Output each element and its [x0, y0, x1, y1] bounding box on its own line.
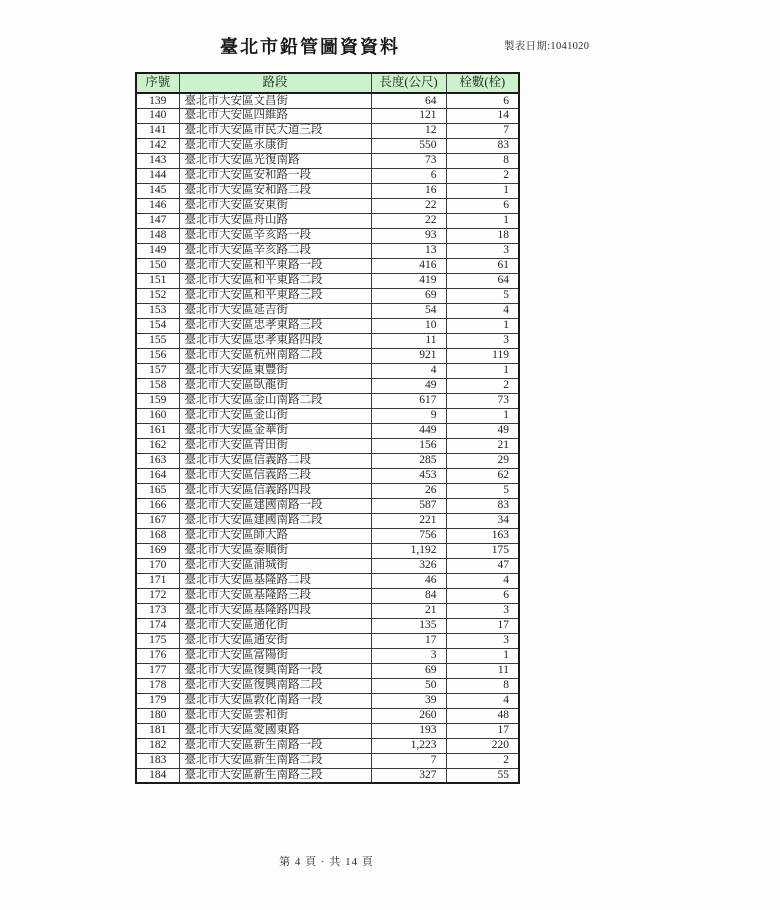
table-row [136, 648, 519, 663]
cell-no: 144 [136, 168, 179, 183]
cell-taps: 1 [446, 648, 519, 663]
table-row [136, 438, 519, 453]
cell-length: 326 [371, 558, 446, 573]
cell-road: 臺北市大安區永康街 [179, 138, 371, 153]
cell-road: 臺北市大安區青田街 [179, 438, 371, 453]
cell-length: 156 [371, 438, 446, 453]
cell-road: 臺北市大安區信義路三段 [179, 468, 371, 483]
cell-road: 臺北市大安區信義路二段 [179, 453, 371, 468]
cell-road: 臺北市大安區杭州南路二段 [179, 348, 371, 363]
table-row [136, 633, 519, 648]
cell-road: 臺北市大安區基隆路二段 [179, 573, 371, 588]
cell-no: 147 [136, 213, 179, 228]
cell-no: 148 [136, 228, 179, 243]
cell-road: 臺北市大安區舟山路 [179, 213, 371, 228]
cell-taps: 1 [446, 213, 519, 228]
cell-no: 140 [136, 108, 179, 123]
cell-length: 50 [371, 678, 446, 693]
cell-taps: 7 [446, 123, 519, 138]
table-row [136, 348, 519, 363]
table-row [136, 273, 519, 288]
cell-road: 臺北市大安區信義路四段 [179, 483, 371, 498]
cell-no: 165 [136, 483, 179, 498]
table-row [136, 618, 519, 633]
cell-taps: 2 [446, 378, 519, 393]
cell-length: 69 [371, 288, 446, 303]
cell-road: 臺北市大安區新生南路一段 [179, 738, 371, 753]
table-row [136, 198, 519, 213]
cell-taps: 6 [446, 198, 519, 213]
cell-length: 3 [371, 648, 446, 663]
cell-length: 756 [371, 528, 446, 543]
cell-no: 142 [136, 138, 179, 153]
cell-road: 臺北市大安區新生南路二段 [179, 753, 371, 768]
page-title: 臺北市鉛管圖資資料 [220, 37, 400, 57]
cell-length: 22 [371, 213, 446, 228]
cell-no: 171 [136, 573, 179, 588]
cell-taps: 48 [446, 708, 519, 723]
cell-length: 49 [371, 378, 446, 393]
cell-road: 臺北市大安區建國南路一段 [179, 498, 371, 513]
cell-road: 臺北市大安區富陽街 [179, 648, 371, 663]
cell-length: 26 [371, 483, 446, 498]
cell-taps: 4 [446, 693, 519, 708]
cell-road: 臺北市大安區金山街 [179, 408, 371, 423]
cell-length: 10 [371, 318, 446, 333]
table-row [136, 378, 519, 393]
table-row [136, 738, 519, 753]
cell-road: 臺北市大安區光復南路 [179, 153, 371, 168]
cell-length: 1,223 [371, 738, 446, 753]
cell-no: 172 [136, 588, 179, 603]
cell-road: 臺北市大安區泰順街 [179, 543, 371, 558]
table-row [136, 183, 519, 198]
cell-length: 135 [371, 618, 446, 633]
cell-road: 臺北市大安區文昌街 [179, 93, 371, 108]
cell-length: 54 [371, 303, 446, 318]
table-row [136, 453, 519, 468]
cell-taps: 29 [446, 453, 519, 468]
cell-no: 170 [136, 558, 179, 573]
cell-road: 臺北市大安區建國南路二段 [179, 513, 371, 528]
lead-pipe-table [135, 72, 520, 784]
cell-taps: 8 [446, 153, 519, 168]
cell-length: 419 [371, 273, 446, 288]
cell-no: 141 [136, 123, 179, 138]
table-row [136, 423, 519, 438]
table-row [136, 768, 519, 783]
cell-no: 156 [136, 348, 179, 363]
cell-length: 449 [371, 423, 446, 438]
table-row [136, 93, 519, 108]
table-row [136, 123, 519, 138]
cell-no: 152 [136, 288, 179, 303]
cell-taps: 1 [446, 408, 519, 423]
cell-length: 7 [371, 753, 446, 768]
cell-length: 260 [371, 708, 446, 723]
cell-no: 146 [136, 198, 179, 213]
cell-no: 149 [136, 243, 179, 258]
cell-taps: 2 [446, 753, 519, 768]
table-header-row [136, 73, 519, 93]
cell-taps: 49 [446, 423, 519, 438]
cell-road: 臺北市大安區和平東路三段 [179, 288, 371, 303]
table-row [136, 408, 519, 423]
table-row [136, 723, 519, 738]
column-header-taps: 栓數(栓) [446, 73, 519, 93]
cell-no: 175 [136, 633, 179, 648]
cell-taps: 21 [446, 438, 519, 453]
cell-taps: 3 [446, 333, 519, 348]
cell-length: 21 [371, 603, 446, 618]
cell-length: 46 [371, 573, 446, 588]
cell-no: 173 [136, 603, 179, 618]
cell-road: 臺北市大安區敦化南路一段 [179, 693, 371, 708]
cell-no: 158 [136, 378, 179, 393]
table-row [136, 153, 519, 168]
cell-no: 145 [136, 183, 179, 198]
cell-length: 93 [371, 228, 446, 243]
cell-length: 39 [371, 693, 446, 708]
cell-taps: 1 [446, 183, 519, 198]
table-row [136, 213, 519, 228]
cell-road: 臺北市大安區師大路 [179, 528, 371, 543]
page-number-footer: 第 4 頁 · 共 14 頁 [279, 856, 374, 868]
cell-length: 617 [371, 393, 446, 408]
cell-road: 臺北市大安區基隆路四段 [179, 603, 371, 618]
table-row [136, 498, 519, 513]
table-row [136, 288, 519, 303]
table-row [136, 228, 519, 243]
table-body [136, 93, 519, 783]
cell-road: 臺北市大安區復興南路二段 [179, 678, 371, 693]
cell-road: 臺北市大安區市民大道三段 [179, 123, 371, 138]
cell-length: 193 [371, 723, 446, 738]
table-row [136, 528, 519, 543]
cell-length: 285 [371, 453, 446, 468]
table-row [136, 693, 519, 708]
cell-road: 臺北市大安區東豐街 [179, 363, 371, 378]
cell-taps: 4 [446, 573, 519, 588]
table-row [136, 663, 519, 678]
cell-no: 151 [136, 273, 179, 288]
cell-taps: 3 [446, 603, 519, 618]
cell-taps: 61 [446, 258, 519, 273]
cell-no: 177 [136, 663, 179, 678]
cell-taps: 14 [446, 108, 519, 123]
column-header-length: 長度(公尺) [371, 73, 446, 93]
cell-road: 臺北市大安區和平東路二段 [179, 273, 371, 288]
cell-no: 180 [136, 708, 179, 723]
table-row [136, 468, 519, 483]
cell-road: 臺北市大安區四維路 [179, 108, 371, 123]
cell-taps: 34 [446, 513, 519, 528]
cell-taps: 17 [446, 723, 519, 738]
cell-road: 臺北市大安區和平東路一段 [179, 258, 371, 273]
cell-length: 12 [371, 123, 446, 138]
cell-no: 178 [136, 678, 179, 693]
cell-no: 166 [136, 498, 179, 513]
cell-taps: 73 [446, 393, 519, 408]
cell-road: 臺北市大安區基隆路三段 [179, 588, 371, 603]
cell-length: 6 [371, 168, 446, 183]
cell-taps: 17 [446, 618, 519, 633]
cell-no: 167 [136, 513, 179, 528]
table-row [136, 558, 519, 573]
table-row [136, 678, 519, 693]
cell-length: 11 [371, 333, 446, 348]
cell-length: 587 [371, 498, 446, 513]
cell-no: 184 [136, 768, 179, 783]
cell-road: 臺北市大安區雲和街 [179, 708, 371, 723]
cell-no: 143 [136, 153, 179, 168]
cell-no: 154 [136, 318, 179, 333]
table-row [136, 483, 519, 498]
cell-length: 64 [371, 93, 446, 108]
cell-road: 臺北市大安區忠孝東路三段 [179, 318, 371, 333]
cell-length: 327 [371, 768, 446, 783]
cell-no: 160 [136, 408, 179, 423]
cell-no: 161 [136, 423, 179, 438]
table-row [136, 588, 519, 603]
table-row [136, 318, 519, 333]
cell-length: 550 [371, 138, 446, 153]
cell-road: 臺北市大安區新生南路三段 [179, 768, 371, 783]
cell-no: 176 [136, 648, 179, 663]
cell-taps: 220 [446, 738, 519, 753]
cell-road: 臺北市大安區愛國東路 [179, 723, 371, 738]
cell-taps: 3 [446, 633, 519, 648]
cell-road: 臺北市大安區安和路二段 [179, 183, 371, 198]
cell-no: 162 [136, 438, 179, 453]
cell-length: 13 [371, 243, 446, 258]
cell-road: 臺北市大安區忠孝東路四段 [179, 333, 371, 348]
cell-road: 臺北市大安區通安街 [179, 633, 371, 648]
cell-taps: 6 [446, 93, 519, 108]
table-row [136, 393, 519, 408]
cell-length: 9 [371, 408, 446, 423]
table-row [136, 303, 519, 318]
cell-taps: 5 [446, 483, 519, 498]
cell-road: 臺北市大安區安東街 [179, 198, 371, 213]
report-date-label: 製表日期:1041020 [504, 41, 590, 52]
table-row [136, 108, 519, 123]
cell-taps: 18 [446, 228, 519, 243]
table-row [136, 513, 519, 528]
column-header-road: 路段 [179, 73, 371, 93]
cell-taps: 55 [446, 768, 519, 783]
table-row [136, 753, 519, 768]
cell-road: 臺北市大安區金山南路二段 [179, 393, 371, 408]
cell-taps: 163 [446, 528, 519, 543]
cell-length: 221 [371, 513, 446, 528]
cell-no: 155 [136, 333, 179, 348]
cell-road: 臺北市大安區復興南路一段 [179, 663, 371, 678]
column-header-no: 序號 [136, 73, 179, 93]
cell-length: 69 [371, 663, 446, 678]
table-row [136, 168, 519, 183]
cell-road: 臺北市大安區通化街 [179, 618, 371, 633]
cell-length: 121 [371, 108, 446, 123]
cell-no: 169 [136, 543, 179, 558]
cell-length: 22 [371, 198, 446, 213]
cell-road: 臺北市大安區臥龍街 [179, 378, 371, 393]
cell-taps: 64 [446, 273, 519, 288]
table-row [136, 138, 519, 153]
cell-no: 150 [136, 258, 179, 273]
cell-length: 921 [371, 348, 446, 363]
cell-no: 183 [136, 753, 179, 768]
cell-taps: 47 [446, 558, 519, 573]
cell-no: 139 [136, 93, 179, 108]
table-row [136, 603, 519, 618]
cell-length: 17 [371, 633, 446, 648]
cell-no: 157 [136, 363, 179, 378]
cell-road: 臺北市大安區辛亥路一段 [179, 228, 371, 243]
cell-taps: 4 [446, 303, 519, 318]
cell-road: 臺北市大安區安和路一段 [179, 168, 371, 183]
cell-length: 73 [371, 153, 446, 168]
table-row [136, 258, 519, 273]
cell-length: 16 [371, 183, 446, 198]
cell-no: 164 [136, 468, 179, 483]
cell-taps: 1 [446, 363, 519, 378]
cell-no: 153 [136, 303, 179, 318]
cell-length: 453 [371, 468, 446, 483]
table-row [136, 708, 519, 723]
cell-no: 181 [136, 723, 179, 738]
cell-no: 159 [136, 393, 179, 408]
cell-road: 臺北市大安區延吉街 [179, 303, 371, 318]
cell-length: 4 [371, 363, 446, 378]
cell-length: 416 [371, 258, 446, 273]
table-row [136, 333, 519, 348]
cell-taps: 1 [446, 318, 519, 333]
cell-no: 182 [136, 738, 179, 753]
table-header [136, 73, 519, 93]
cell-taps: 175 [446, 543, 519, 558]
cell-road: 臺北市大安區金華街 [179, 423, 371, 438]
table-row [136, 243, 519, 258]
cell-no: 174 [136, 618, 179, 633]
cell-length: 1,192 [371, 543, 446, 558]
cell-taps: 11 [446, 663, 519, 678]
cell-taps: 3 [446, 243, 519, 258]
cell-length: 84 [371, 588, 446, 603]
cell-no: 168 [136, 528, 179, 543]
cell-no: 163 [136, 453, 179, 468]
cell-taps: 5 [446, 288, 519, 303]
table-row [136, 363, 519, 378]
cell-no: 179 [136, 693, 179, 708]
cell-taps: 6 [446, 588, 519, 603]
cell-taps: 8 [446, 678, 519, 693]
table-row [136, 543, 519, 558]
cell-taps: 83 [446, 498, 519, 513]
cell-taps: 2 [446, 168, 519, 183]
cell-road: 臺北市大安區辛亥路二段 [179, 243, 371, 258]
cell-taps: 83 [446, 138, 519, 153]
cell-taps: 119 [446, 348, 519, 363]
cell-taps: 62 [446, 468, 519, 483]
cell-road: 臺北市大安區浦城街 [179, 558, 371, 573]
table-row [136, 573, 519, 588]
